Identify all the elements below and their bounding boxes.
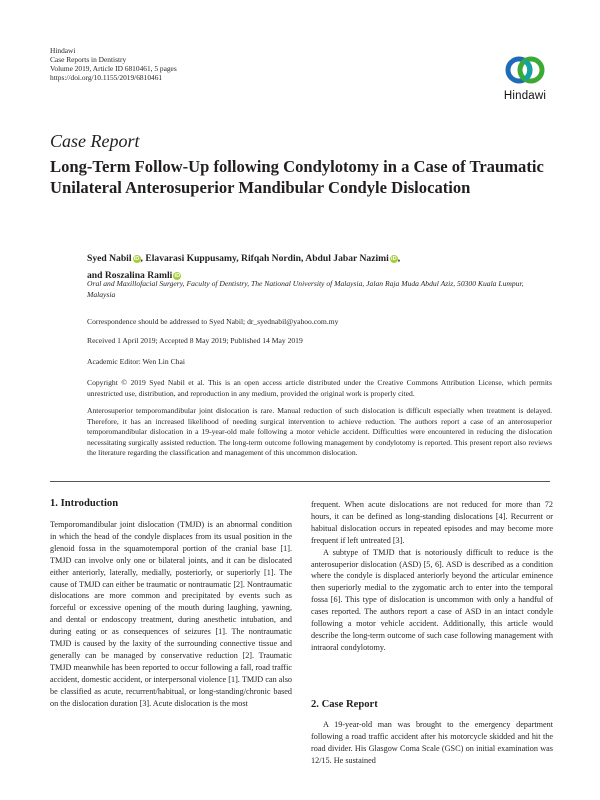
author-name[interactable]: Syed Nabil xyxy=(87,253,132,264)
section-heading-introduction: 1. Introduction xyxy=(50,498,119,509)
correspondence: Correspondence should be addressed to Syed Nabil; dr_syednabil@yahoo.com.my xyxy=(87,317,339,326)
doi-link[interactable]: https://doi.org/10.1155/2019/6810461 xyxy=(50,73,163,82)
paragraph: frequent. When acute dislocations are not reduced for more than 72 hours, it can be defined as long-standing dislocations [4]. Recurrent or habitual dislocation occurs in repeated episodes and may become more frequent if left untreated [3]. xyxy=(311,500,553,545)
paragraph: A subtype of TMJD that is notoriously difficult to reduce is the anterosuperior dislocation (ASD) [5, 6]. ASD is described as a condition where the condyle is displaced anteriorly beyond the articular eminence then superiorly medial to the zygomatic arch to enter into the temporal fossa [6]. This type of dislocation is uncommon with only a handful of cases reported. The authors report a case of ASD in an intact condyle following a motor vehicle accident. Additionally, this article would describe the long-term outcome of such case following management with intraoral condylotomy. xyxy=(311,547,553,652)
case-report-text xyxy=(311,719,553,767)
author-name: and Roszalina Ramli xyxy=(87,270,173,281)
orcid-icon[interactable]: iD xyxy=(174,273,181,279)
publication-dates: Received 1 April 2019; Accepted 8 May 2019; Published 14 May 2019 xyxy=(87,336,303,345)
affiliation: Oral and Maxillofacial Surgery, Faculty of Dentistry, The National University of Malaysia, Jalan Raja Muda Abdul Aziz, 50300 Kuala Lumpur, Malaysia xyxy=(87,279,524,299)
right-column xyxy=(311,499,553,654)
author-names: , Elavarasi Kuppusamy, Rifqah Nordin, Abdul Jabar Nazimi xyxy=(140,253,389,264)
article-title: Long-Term Follow-Up following Condylotomy in a Case of Traumatic Unilateral Anterosuperior Mandibular Condyle Dislocation xyxy=(50,157,544,197)
paragraph: Temporomandibular joint dislocation (TMJD) is an abnormal condition in which the head of the condyle displaces from its usual position in the glenoid fossa in the squamotemporal portion of the cranial base [1]. TMJD can involve only one or bilateral joints, and it can be dislocated either anteriorly, laterally, medially, posteriorly, or superiorly [1]. The cause of TMJD can either be traumatic or nontraumatic [2]. Nontraumatic dislocations are more common and precipitated by events such as forceful or excessive opening of the mouth during laughing, yawning, and dental or endoscopy treatment, during anesthetic intubation, and during eating or as consequences of seizures [1]. The nontraumatic TMJD is caused by the laxity of the surrounding connective tissue and generally can be managed by conservative reduction [2]. Traumatic TMJD meanwhile has been reported to occur following a fall, road traffic accident, domestic accident, or interpersonal violence [1]. TMJD can also be classified as acute, recurrent/habitual, or long-standing/chronic based on the dislocation duration [3]. Acute dislocation is the most xyxy=(50,520,292,708)
volume-info: Volume 2019, Article ID 6810461, 5 pages xyxy=(50,64,177,73)
section-heading-case-report: 2. Case Report xyxy=(311,699,378,710)
journal-name: Case Reports in Dentistry xyxy=(50,55,127,64)
abstract: Anterosuperior temporomandibular joint dislocation is rare. Manual reduction of such dislocation is difficult especially when treatment is delayed. Therefore, it has an increased likelihood of needing surgical intervention to achieve reduction. The authors report a case of an anterosuperior temporomandibular dislocation in a 19-year-old male following a motor vehicle accident. Difficulties were encountered in reducing the dislocation necessitating surgically assisted reduction. The long-term outcome following management by condylotomy is reported. This present report also reviews the literature regarding the classification and management of this uncommon dislocation. xyxy=(87,406,552,457)
academic-editor: Academic Editor: Wen Lin Chai xyxy=(87,357,185,366)
article-type: Case Report xyxy=(50,131,140,151)
left-column xyxy=(50,519,292,710)
paragraph: A 19-year-old man was brought to the emergency department following a road traffic accident after his motorcycle skidded and hit the road divider. His Glasgow Coma Scale (GSC) on initial examination was 12/15. He sustained xyxy=(311,720,553,765)
section-divider xyxy=(50,481,550,482)
publisher-name: Hindawi xyxy=(50,46,76,55)
orcid-icon[interactable]: iD xyxy=(133,256,140,262)
orcid-icon[interactable]: iD xyxy=(391,256,397,262)
hindawi-logo-text: Hindawi xyxy=(503,90,547,102)
author-separator: , xyxy=(397,253,401,264)
copyright-notice: Copyright © 2019 Syed Nabil et al. This is an open access article distributed under the Creative Commons Attribution License, which permits unrestricted use, distribution, and reproduction in any medium, provided the original work is properly cited. xyxy=(87,378,552,398)
